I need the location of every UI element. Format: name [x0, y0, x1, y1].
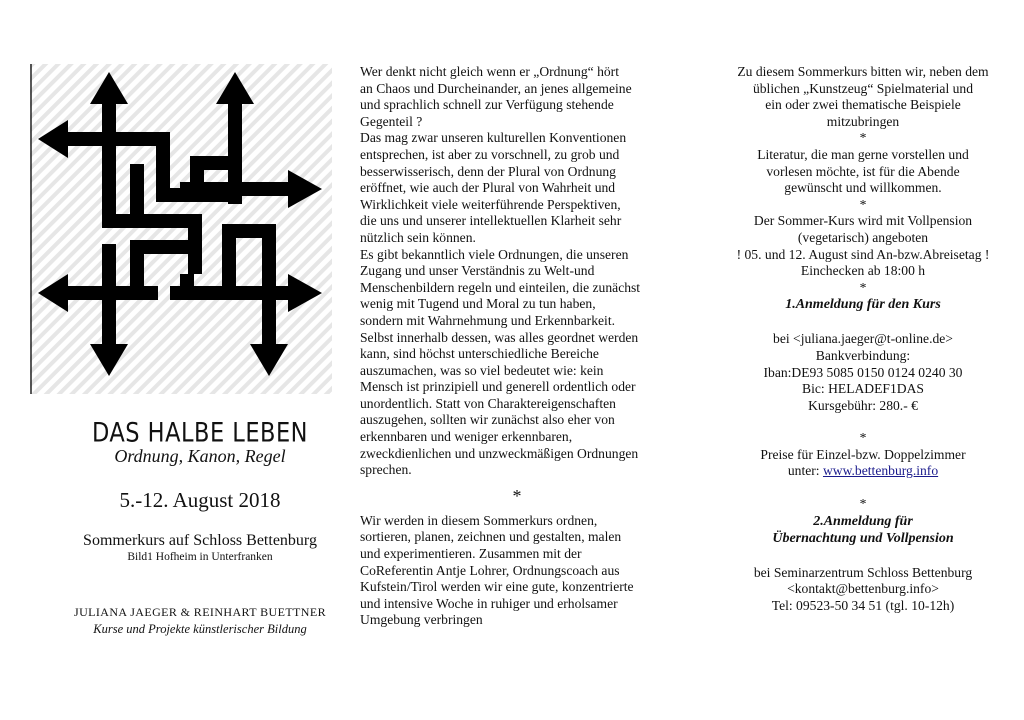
prices-line: Preise für Einzel-bzw. Doppelzimmer	[760, 446, 966, 462]
text-line: Der Sommer-Kurs wird mit Vollpension	[753, 213, 973, 229]
separator-star: *	[859, 279, 867, 295]
text-line: entsprechen, ist aber zu vorschnell, zu grob und	[360, 146, 620, 162]
literature-note	[712, 147, 1014, 197]
text-line: und experimentieren. Zusammen mit der	[360, 546, 582, 562]
text-line: die uns und unserer intellektuellen Klarheit sehr	[360, 213, 622, 229]
event-dates: 5.-12. August 2018	[119, 488, 281, 512]
text-line: auszumachen, was so viel bedeutet wie: kein	[360, 362, 604, 378]
text-line: Mensch ist prinzipiell und generell ordentlich oder	[360, 379, 636, 395]
text-line: Bankverbindung:	[815, 347, 911, 363]
text-line: sondern mit Wahrnehmung und Erkennbarkeit.	[360, 312, 615, 328]
text-line: Wer denkt nicht gleich wenn er „Ordnung“ hört	[360, 64, 619, 79]
text-line: an Chaos und Durcheinander, an jenes allgemeine	[360, 80, 632, 96]
prices-prefix: unter:	[787, 463, 823, 479]
text-line: Menschenbildern regeln und einteilen, die zunächst	[360, 279, 641, 295]
separator-star: *	[859, 496, 867, 512]
text-line: mitzubringen	[826, 113, 900, 129]
info-column	[712, 64, 1014, 614]
text-line: Kursgebühr: 280.- €	[808, 397, 918, 413]
text-line: ein oder zwei thematische Beispiele	[765, 97, 961, 113]
separator-star: *	[859, 196, 867, 212]
authors: JULIANA JAEGER & REINHART BUETTNER	[74, 605, 326, 619]
intro-paragraph	[360, 64, 674, 479]
text-line: besserwisserisch, denn der Plural von Ordnung	[360, 163, 616, 179]
text-line: vorlesen möchte, ist für die Abende	[766, 163, 960, 179]
emblem-graphic	[30, 64, 332, 394]
text-line: zweckdienlichen und unzweckmäßigen Ordnungen	[360, 445, 639, 461]
separator-star: *	[859, 430, 867, 446]
registration-course-details	[712, 331, 1014, 414]
text-line: Gegenteil ?	[360, 113, 423, 129]
course-paragraph	[360, 513, 674, 629]
description-column	[360, 64, 674, 629]
board-note	[712, 213, 1014, 279]
text-line: bei Seminarzentrum Schloss Bettenburg	[753, 564, 973, 580]
text-line: Wirklichkeit viele weiterführende Perspektiven,	[360, 196, 621, 212]
text-line: ! 05. und 12. August sind An-bzw.Abreisetag !	[736, 246, 990, 262]
text-line: bei <juliana.jaeger@t-online.de>	[773, 331, 953, 347]
text-line: kann, sind höchst unterschiedliche Bereiche	[360, 346, 599, 362]
image-caption: Bild1 Hofheim in Unterfranken	[127, 551, 273, 563]
text-line: <kontakt@bettenburg.info>	[787, 581, 939, 597]
text-line: Umgebung verbringen	[360, 612, 483, 628]
text-line: Iban:DE93 5085 0150 0124 0240 30	[763, 364, 963, 380]
text-line: Bic: HELADEF1DAS	[802, 381, 924, 397]
text-line: unordentlich. Statt von Charaktereigenschaften	[360, 395, 616, 411]
text-line: (vegetarisch) angeboten	[797, 229, 929, 245]
bettenburg-website-link[interactable]: www.bettenburg.info	[822, 463, 939, 479]
text-line: Selbst innerhalb dessen, was alles geordnet werden	[360, 329, 639, 345]
labyrinth-arrows-emblem-icon	[30, 64, 332, 394]
text-line: Zu diesem Sommerkurs bitten wir, neben dem	[737, 64, 989, 79]
text-line: und sprachlich schnell zur Verfügung stehende	[360, 97, 614, 113]
text-line: Tel: 09523-50 34 51 (tgl. 10-12h)	[771, 597, 955, 613]
text-line: nützlich sein können.	[360, 229, 476, 245]
text-line: wenig mit Tugend und Moral zu tun haben,	[360, 296, 596, 312]
text-line: üblichen „Kunstzeug“ Spielmaterial und	[752, 80, 974, 96]
text-line: eröffnet, wie auch der Plural von Wahrheit und	[360, 180, 616, 196]
text-line: sprechen.	[360, 462, 412, 478]
cover-column	[30, 64, 340, 684]
text-line: Literatur, die man gerne vorstellen und	[757, 146, 969, 162]
text-line: und intensive Woche in ruhiger und erholsamer	[360, 595, 618, 611]
text-line: Kufstein/Tirol werden wir eine gute, konzentrierte	[360, 579, 634, 595]
registration-course-heading: 1.Anmeldung für den Kurs	[785, 297, 941, 313]
registration-stay-details	[712, 565, 1014, 615]
event-title: DAS HALBE LEBEN	[92, 416, 308, 449]
text-line: gewünscht und willkommen.	[784, 180, 942, 196]
text-line: Einchecken ab 18:00 h	[800, 263, 926, 279]
separator-star: *	[859, 130, 867, 146]
registration-stay-heading-2: Übernachtung und Vollpension	[772, 530, 954, 546]
event-subtitle: Ordnung, Kanon, Regel	[114, 446, 286, 466]
tagline: Kurse und Projekte künstlerischer Bildung	[93, 622, 307, 636]
event-venue: Sommerkurs auf Schloss Bettenburg	[83, 532, 317, 549]
prices-link-line	[712, 463, 1014, 480]
text-line: Wir werden in diesem Sommerkurs ordnen,	[360, 512, 598, 528]
text-line: CoReferentin Antje Lohrer, Ordnungscoach aus	[360, 562, 620, 578]
text-line: Es gibt bekanntlich viele Ordnungen, die unseren	[360, 246, 629, 262]
section-separator: *	[512, 485, 522, 506]
registration-stay-heading-1: 2.Anmeldung für	[813, 513, 913, 529]
text-line: Das mag zwar unseren kulturellen Konventionen	[360, 130, 627, 146]
text-line: erkennbaren und weniger erkennbaren,	[360, 429, 573, 445]
text-line: sortieren, planen, zeichnen und gestalten, malen	[360, 529, 622, 545]
text-line: Zugang und unser Verständnis zu Welt-und	[360, 263, 595, 279]
text-line: auszugehen, sollten wir zunächst also eher von	[360, 412, 615, 428]
materials-note	[712, 64, 1014, 130]
